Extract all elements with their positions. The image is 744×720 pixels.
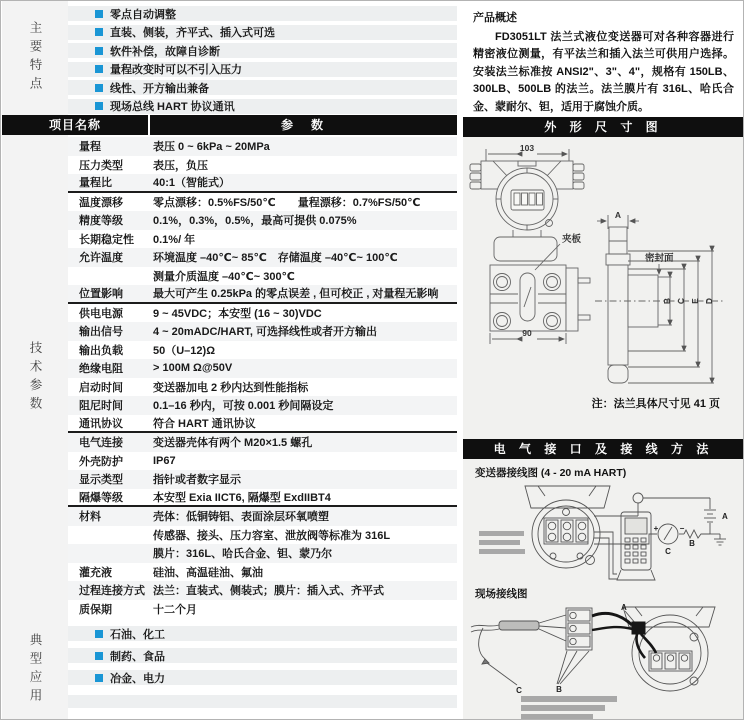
- spec-label: 精度等级: [79, 215, 123, 228]
- header-col-item-name: 项目名称: [48, 118, 101, 132]
- table-row: [68, 470, 457, 489]
- spec-value: 环境温度 –40℃~ 85℃ 存储温度 –40℃~ 100℃: [153, 252, 398, 265]
- list-item: [68, 80, 457, 95]
- spec-label: 位置影响: [79, 288, 123, 301]
- bullet-icon: [95, 652, 103, 660]
- spec-value: 膜片：316L、哈氏合金、钽、蒙乃尔: [153, 548, 333, 561]
- dimension-diagram: [463, 137, 744, 439]
- table-row: [68, 137, 457, 156]
- spec-label: 材料: [79, 511, 101, 524]
- table-row: [68, 581, 457, 600]
- transmitter-wiring-diagram: [463, 482, 744, 584]
- table-row: [68, 322, 457, 341]
- spec-value: 40:1（智能式）: [153, 177, 231, 190]
- list-item: [68, 670, 457, 685]
- battery-label: A: [722, 512, 728, 521]
- spec-value: 50（U–12)Ω: [153, 344, 216, 357]
- wiring-diagram-title: 变送器接线图 (4 - 20 mA HART): [475, 467, 627, 479]
- resistor-label: B: [689, 539, 695, 548]
- dimension-panel: [463, 137, 744, 439]
- spec-label: 允许温度: [79, 252, 123, 265]
- bullet-icon: [95, 65, 103, 73]
- spec-table-wrap: [2, 135, 457, 620]
- svg-text:−: −: [679, 524, 685, 533]
- spec-value: 指针或者数字显示: [153, 474, 241, 487]
- bullet-icon: [95, 47, 103, 55]
- spec-value: 4 ~ 20mADC/HART, 可选择线性或者开方输出: [153, 326, 378, 339]
- spec-value: 9 ~ 45VDC；本安型 (16 ~ 30)VDC: [153, 307, 322, 320]
- redacted-text-bar: [521, 714, 593, 720]
- bullet-icon: [95, 10, 103, 18]
- table-row: [68, 359, 457, 378]
- dim-c-label: C: [676, 297, 686, 305]
- spec-value: 传感器、接头、压力容室、泄放阀等标准为 316L: [153, 529, 391, 542]
- list-item: [68, 626, 457, 641]
- dim-d-label: D: [704, 297, 714, 305]
- list-item-label: 直装、侧装，齐平式、插入式可选: [110, 27, 275, 39]
- field-wiring-title: 现场接线图: [475, 588, 528, 600]
- list-item: [68, 62, 457, 77]
- empty-stripe: [68, 695, 457, 708]
- sidebar-label-features: 主要特点: [28, 21, 42, 95]
- table-row: [68, 174, 457, 193]
- table-row: [68, 341, 457, 360]
- spec-label: 温度漂移: [79, 196, 123, 209]
- list-item: [68, 99, 457, 114]
- sidebar-cell-features: [2, 1, 68, 115]
- applications-block: [2, 620, 457, 720]
- table-row: [68, 248, 457, 267]
- spec-label: 过程连接方式: [79, 585, 145, 598]
- clamp-label: 夹板: [562, 234, 582, 245]
- spec-value: 0.1–16 秒内，可按 0.001 秒间隔设定: [153, 400, 334, 413]
- front-view: [470, 149, 590, 344]
- svg-text:+: +: [653, 524, 659, 533]
- spec-value: 0.1%/ 年: [153, 233, 196, 246]
- spec-label: 绝缘电阻: [79, 363, 123, 376]
- spec-label: 电气连接: [79, 437, 123, 450]
- dim-a-label: A: [614, 210, 622, 220]
- redacted-text-bar: [521, 696, 617, 702]
- spec-value: > 100M Ω@50V: [153, 362, 233, 375]
- table-row: [68, 211, 457, 230]
- dim-e-label: E: [690, 298, 700, 304]
- list-item: [68, 43, 457, 58]
- list-item-label: 软件补偿，故障自诊断: [110, 45, 220, 58]
- spec-label: 压力类型: [79, 159, 123, 172]
- spec-label: 灌充液: [79, 566, 112, 579]
- bullet-icon: [95, 84, 103, 92]
- ground-wire-label: C: [516, 686, 522, 695]
- spec-value: 壳体：低铜铸铝、表面涂层环氧喷塑: [153, 511, 329, 524]
- spec-value: 法兰：直装式、侧装式；膜片：插入式、齐平式: [153, 585, 384, 598]
- list-item-label: 线性、开方输出兼备: [110, 82, 209, 95]
- bullet-icon: [95, 102, 103, 110]
- greeked-text-bars-2: [521, 696, 617, 720]
- table-row: [68, 563, 457, 582]
- table-row: [68, 396, 457, 415]
- flange-note: 注：法兰具体尺寸见 41 页: [591, 398, 720, 410]
- spec-value: 最大可产生 0.25kPa 的零点误差 , 但可校正 , 对量程无影响: [153, 288, 439, 301]
- spec-label: 输出负载: [79, 344, 123, 357]
- spec-label: 阻尼时间: [79, 400, 123, 413]
- list-item-label: 冶金、电力: [110, 672, 165, 685]
- spec-label: 量程比: [79, 177, 112, 190]
- table-row: [68, 193, 457, 212]
- redacted-text-bar: [479, 531, 524, 536]
- features-block: [2, 1, 457, 115]
- section-header-dimensions: 外 形 尺 寸 图: [463, 117, 744, 137]
- table-row: [68, 489, 457, 508]
- list-item-label: 零点自动调整: [110, 8, 176, 21]
- table-row: [68, 285, 457, 304]
- spec-value: 本安型 Exia IICT6, 隔爆型 ExdIIBT4: [153, 491, 331, 504]
- terminal-label: B: [556, 685, 562, 694]
- table-row: [68, 526, 457, 545]
- bullet-icon: [95, 28, 103, 36]
- table-row: [68, 507, 457, 526]
- list-item-label: 制药、食品: [110, 650, 165, 663]
- spec-table-body: [68, 135, 457, 620]
- spec-value: 十二个月: [153, 603, 197, 616]
- right-column: [463, 1, 744, 720]
- sidebar-label-apps: 典型应用: [28, 633, 42, 707]
- spec-label: 质保期: [79, 603, 112, 616]
- table-row: [68, 452, 457, 471]
- electrical-panel: [463, 459, 744, 720]
- list-item-label: 石油、化工: [110, 628, 165, 641]
- features-list: [68, 1, 457, 115]
- spec-label: 通讯协议: [79, 417, 123, 430]
- spec-table-header: [2, 115, 457, 135]
- spec-value: 零点漂移：0.5%FS/50℃ 量程漂移：0.7%FS/50℃: [153, 196, 421, 209]
- overview-body: FD3051LT 法兰式液位变送器可对各种容器进行精密液位测量，有平法兰和插入法兰可供用户选择。安装法兰标准按 ANSI2"、3"、4"，规格有 150LB、300LB、500LB 的法兰。法兰膜片有 316L、哈氏合金、蒙耐尔、钽，适用于腐蚀介质。: [473, 31, 734, 113]
- table-row: [68, 230, 457, 249]
- redacted-text-bar: [479, 540, 520, 545]
- spec-label: 显示类型: [79, 474, 123, 487]
- spec-value: 表压 0 ~ 6kPa ~ 20MPa: [153, 141, 270, 154]
- table-row: [68, 433, 457, 452]
- table-row: [68, 378, 457, 397]
- redacted-text-bar: [479, 549, 525, 554]
- sidebar-cell-apps: [2, 620, 68, 720]
- table-row: [68, 415, 457, 434]
- bullet-icon: [95, 630, 103, 638]
- spec-label: 隔爆等级: [79, 491, 123, 504]
- overview-title: 产品概述: [473, 12, 517, 24]
- list-item: [68, 648, 457, 663]
- spec-value: 变送器壳体有两个 M20×1.5 螺孔: [153, 437, 313, 450]
- table-row: [68, 600, 457, 619]
- sidebar-cell-tech: [2, 135, 68, 620]
- greeked-text-bars: [479, 531, 525, 554]
- meter-label: C: [665, 547, 671, 556]
- bullet-icon: [95, 674, 103, 682]
- list-item: [68, 25, 457, 40]
- table-row: [68, 544, 457, 563]
- field-wiring-diagram: [463, 601, 744, 720]
- gland-label: A: [621, 603, 627, 612]
- seal-face-label: 密封面: [645, 253, 674, 264]
- spec-value: 硅油、高温硅油、氟油: [153, 566, 263, 579]
- spec-label: 输出信号: [79, 326, 123, 339]
- spec-label: 启动时间: [79, 381, 123, 394]
- header-col-params: 参 数: [280, 118, 326, 132]
- spec-value: 符合 HART 通讯协议: [153, 417, 256, 430]
- redacted-text-bar: [521, 705, 605, 711]
- list-item-label: 现场总线 HART 协议通讯: [110, 101, 235, 113]
- table-row: [68, 304, 457, 323]
- spec-value: 测量介质温度 –40℃~ 300℃: [153, 270, 295, 283]
- spec-label: 长期稳定性: [79, 233, 134, 246]
- spec-value: 0.1%，0.3%，0.5%，最高可提供 0.075%: [153, 215, 357, 228]
- spec-label: 量程: [79, 141, 101, 154]
- left-column: [2, 1, 457, 720]
- dim-90-label: 90: [522, 328, 532, 338]
- list-item-label: 量程改变时可以不引入压力: [110, 64, 242, 76]
- dim-103-label: 103: [519, 143, 535, 153]
- spec-label: 供电电源: [79, 307, 123, 320]
- spec-value: 变送器加电 2 秒内达到性能指标: [153, 381, 309, 394]
- spec-value: IP67: [153, 454, 176, 467]
- dim-b-label: B: [662, 297, 672, 305]
- table-row: [68, 156, 457, 175]
- list-item: [68, 6, 457, 21]
- section-header-electrical: 电 气 接 口 及 接 线 方 法: [463, 439, 744, 459]
- applications-list: [68, 620, 457, 720]
- table-row: [68, 267, 457, 286]
- sidebar-label-tech: 技术参数: [28, 340, 42, 415]
- spec-value: 表压，负压: [153, 159, 208, 172]
- product-overview: [463, 1, 744, 117]
- spec-label: 外壳防护: [79, 455, 123, 468]
